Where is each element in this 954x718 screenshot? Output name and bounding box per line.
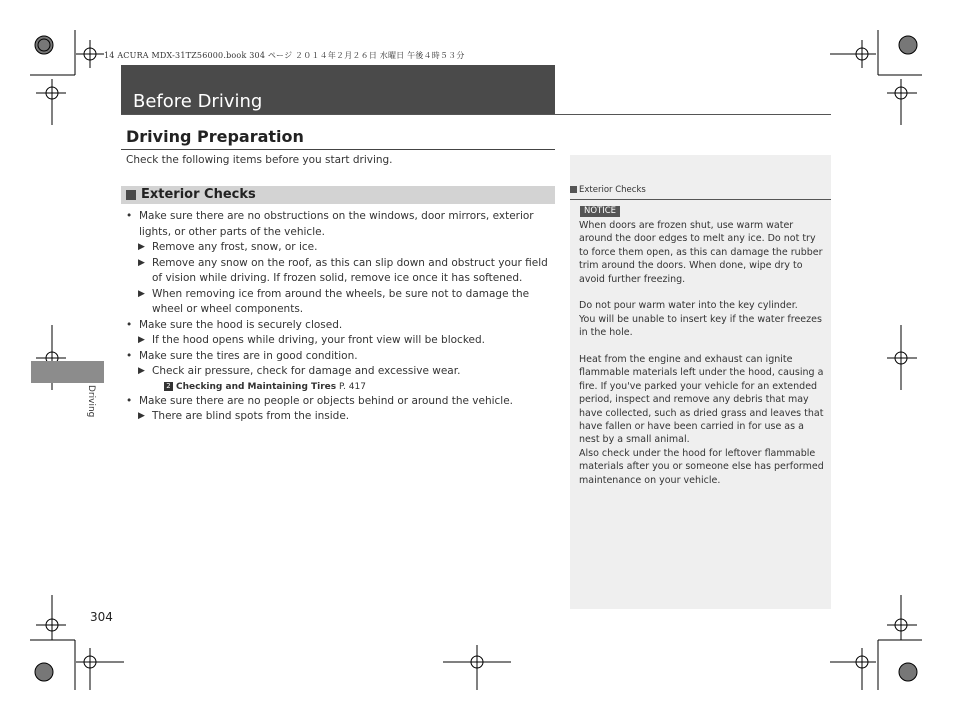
chapter-title-bar — [121, 65, 555, 114]
list-item — [126, 349, 556, 365]
sub-item — [126, 333, 556, 349]
chapter-title-rule — [121, 114, 831, 115]
sidebar-paragraph: Do not pour warm water into the key cylinder. — [579, 300, 798, 312]
notes-sidebar — [570, 155, 831, 609]
bullet-icon: • — [126, 210, 133, 222]
list-item-text: Make sure the tires are in good condition. — [139, 349, 358, 362]
xref-page: P. 417 — [339, 381, 366, 392]
print-header-info: 14 ACURA MDX-31TZ56000.book 304 ページ ２０１４年２月２６日 水曜日 午後４時５３分 — [104, 51, 465, 60]
checklist — [126, 209, 556, 425]
list-item-text: Make sure there are no obstructions on the windows, door mirrors, exterior lights, or other parts of the vehicle. — [139, 210, 534, 238]
sub-item-text: Remove any frost, snow, or ice. — [152, 241, 318, 253]
sub-item — [126, 364, 556, 380]
arrow-icon: ▶ — [138, 335, 145, 345]
sub-item — [126, 256, 556, 287]
chapter-side-tab — [31, 361, 104, 383]
sub-item-text: There are blind spots from the inside. — [152, 410, 350, 422]
sub-item — [126, 240, 556, 256]
sidebar-paragraph: Also check under the hood for leftover flammable materials after you or someone else has performed maintenance on your vehicle. — [579, 447, 824, 486]
bullet-icon: • — [126, 349, 133, 362]
reference-arrow-icon: 2 — [164, 382, 173, 391]
list-item — [126, 209, 556, 240]
sub-item-text: When removing ice from around the wheels, be sure not to damage the wheel or wheel components. — [152, 287, 530, 315]
list-item-text: Make sure there are no people or objects behind or around the vehicle. — [139, 394, 514, 407]
arrow-icon: ▶ — [138, 242, 145, 252]
cross-reference-link[interactable] — [126, 380, 556, 394]
chapter-title: Before Driving — [133, 91, 263, 112]
xref-title: Checking and Maintaining Tires — [176, 381, 337, 392]
sidebar-heading — [570, 185, 646, 195]
sub-item-text: Remove any snow on the roof, as this can slip down and obstruct your field of vision while driving. If frozen solid, remove ice once it has softened. — [152, 256, 548, 284]
sub-item — [126, 287, 556, 318]
sub-item — [126, 409, 556, 425]
sidebar-paragraph: You will be unable to insert key if the water freezes in the hole. — [579, 313, 822, 339]
bullet-icon: • — [126, 394, 133, 407]
side-tab-label: Driving — [86, 385, 96, 418]
list-item — [126, 318, 556, 334]
sidebar-heading-text: Exterior Checks — [579, 185, 646, 195]
sidebar-paragraph: When doors are frozen shut, use warm water around the door edges to melt any ice. Do not try to force them open, as this can damage the rubber trim around the doors. When done, wipe dry to avoid further freezing. — [579, 220, 823, 285]
sub-item-text: If the hood opens while driving, your front view will be blocked. — [152, 334, 485, 346]
bullet-icon: • — [126, 318, 133, 331]
sidebar-paragraph: Heat from the engine and exhaust can ignite flammable materials left under the hood, causing a fire. If you've parked your vehicle for an extended period, inspect and remove any debris that may have collected, such as dried grass and leaves that have fallen or have been carried in for use as a nest by a small animal. — [579, 354, 824, 446]
section-rule — [121, 149, 555, 150]
list-item — [126, 394, 556, 410]
page-number: 304 — [90, 610, 113, 624]
list-item-text: Make sure the hood is securely closed. — [139, 318, 343, 331]
notice-badge: NOTICE — [580, 206, 620, 217]
sidebar-text — [579, 219, 824, 487]
subsection-title: Exterior Checks — [141, 187, 256, 202]
section-title: Driving Preparation — [126, 127, 304, 146]
square-icon — [126, 190, 136, 200]
arrow-icon: ▶ — [138, 288, 145, 299]
arrow-icon: ▶ — [138, 411, 145, 421]
arrow-icon: ▶ — [138, 366, 145, 376]
sidebar-rule — [570, 199, 831, 200]
arrow-icon: ▶ — [138, 257, 145, 268]
sub-item-text: Check air pressure, check for damage and excessive wear. — [152, 365, 461, 377]
intro-text: Check the following items before you start driving. — [126, 154, 393, 166]
reference-icon — [570, 186, 577, 193]
subsection-bar — [121, 186, 555, 204]
